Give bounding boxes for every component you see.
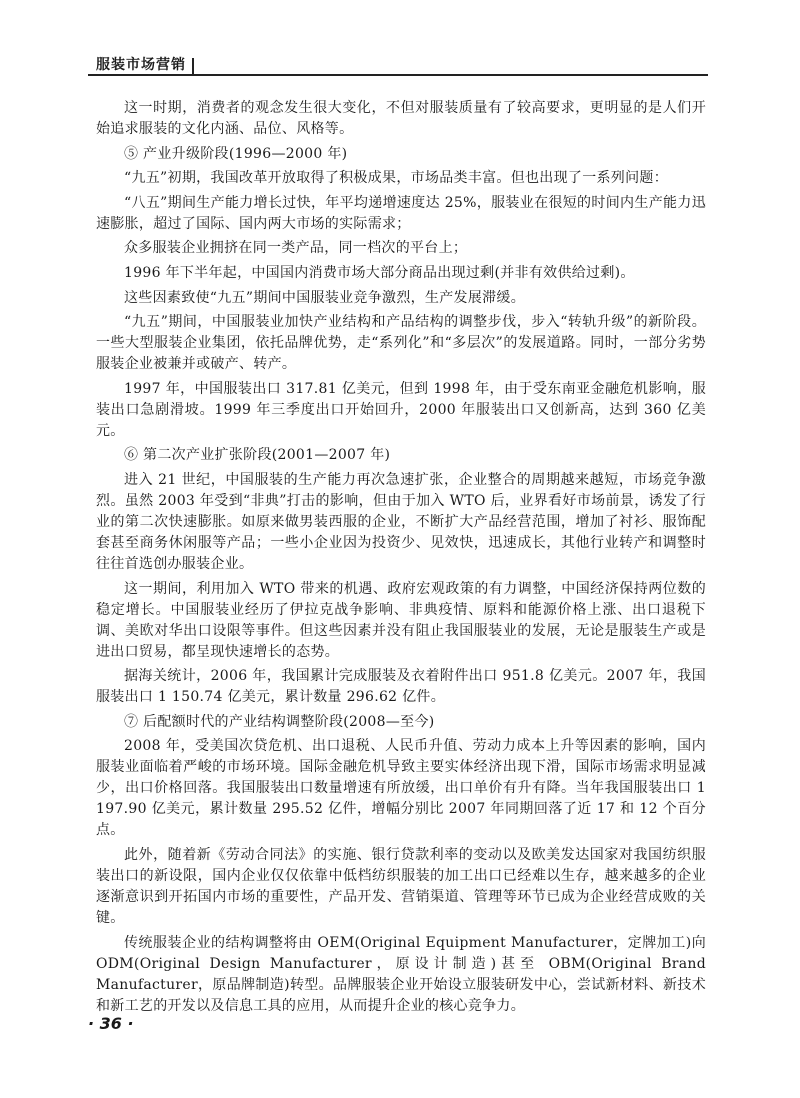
paragraph: 众多服装企业拥挤在同一类产品，同一档次的平台上； <box>124 240 468 257</box>
paragraph: 2008 年，受美国次贷危机、出口退税、人民币升值、劳动力成本上升等因素的影响，国内服装业面临着严峻的市场环境。国际金融危机导致主要实体经济出现下滑，国际市场需求明显减少，出口价格回落。我国服装出口数量增速有所放缓，出口单价有升有降。当年我国服装出口 1 197.90 亿美元，累计数量 295.52 亿件，增幅分别比 2007 年同期回落了近 17 和 12 个百分点。 <box>96 738 706 839</box>
paragraph: 这一时期，消费者的观念发生很大变化，不但对服装质量有了较高要求，更明显的是人们开始追求服装的文化内涵、品位、风格等。 <box>96 100 706 137</box>
paragraph: 1997 年，中国服装出口 317.81 亿美元，但到 1998 年，由于受东南亚金融危机影响，服装出口急剧滑坡。1999 年三季度出口开始回升，2000 年服装出口又创新高，达到 360 亿美元。 <box>96 380 706 439</box>
paragraph: “九五”期间，中国服装业加快产业结构和产品结构的调整步伐，步入“转轨升级”的新阶段。一些大型服装企业集团，依托品牌优势，走“系列化”和“多层次”的发展道路。同时，一部分劣势服装企业被兼并或破产、转产。 <box>96 314 706 373</box>
paragraph: 1996 年下半年起，中国国内消费市场大部分商品出现过剩(并非有效供给过剩)。 <box>124 264 635 281</box>
running-header-title: 服装市场营销 <box>96 57 186 73</box>
paragraph: 这一期间，利用加入 WTO 带来的机遇、政府宏观政策的有力调整，中国经济保持两位数的稳定增长。中国服装业经历了伊拉克战争影响、非典疫情、原料和能源价格上涨、出口退税下调、美欧对华出口设限等事件。但这些因素并没有阻止我国服装业的发展，无论是服装生产或是进出口贸易，都呈现快速增长的态势。 <box>96 580 706 660</box>
paragraph: 此外，随着新《劳动合同法》的实施、银行贷款利率的变动以及欧美发达国家对我国纺织服装出口的新设限，国内企业仅仅依靠中低档纺织服装的加工出口已经难以生存，越来越多的企业逐渐意识到开拓国内市场的重要性，产品开发、营销渠道、管理等环节已成为企业经营成败的关键。 <box>96 846 706 926</box>
header-rule <box>88 74 708 76</box>
running-header <box>88 52 708 76</box>
paragraph: “九五”初期，我国改革开放取得了积极成果，市场品类丰富。但也出现了一系列问题： <box>124 170 669 187</box>
page-number: · 36 · <box>88 1014 134 1033</box>
header-divider-tick <box>192 58 194 75</box>
paragraph: 进入 21 世纪，中国服装的生产能力再次急速扩张，企业整合的周期越来越短，市场竞争激烈。虽然 2003 年受到“非典”打击的影响，但由于加入 WTO 后，业界看好市场前景，诱发了行业的第二次快速膨胀。如原来做男装西服的企业，不断扩大产品经营范围，增加了衬衫、服饰配套甚至商务休闲服等产品；一些小企业因为投资少、见效快，迅速成长，其他行业转产和调整时往往首选创办服装企业。 <box>96 471 706 572</box>
paragraph: 据海关统计，2006 年，我国累计完成服装及衣着附件出口 951.8 亿美元。2007 年，我国服装出口 1 150.74 亿美元，累计数量 296.62 亿件。 <box>96 668 706 706</box>
section-heading-6: ⑥ 第二次产业扩张阶段(2001—2007 年) <box>124 447 391 464</box>
section-heading-5: ⑤ 产业升级阶段(1996—2000 年) <box>124 145 348 162</box>
paragraph: 传统服装企业的结构调整将由 OEM(Original Equipment Manufacturer，定牌加工)向 ODM(Original Design Manufacturer，原设计制造)甚至 OBM(Original Brand Manufacturer，原品牌制造)转型。品牌服装企业开始设立服装研发中心，尝试新材料、新技术和新工艺的开发以及信息工具的应用，从而提升企业的核心竞争力。 <box>96 934 706 1014</box>
paragraph: 这些因素致使“九五”期间中国服装业竞争激烈，生产发展滞缓。 <box>124 289 526 306</box>
section-heading-7: ⑦ 后配额时代的产业结构调整阶段(2008—至今) <box>124 713 435 730</box>
paragraph: “八五”期间生产能力增长过快，年平均递增速度达 25%，服装业在很短的时间内生产能力迅速膨胀，超过了国际、国内两大市场的实际需求； <box>96 194 706 232</box>
body-text <box>96 98 706 1020</box>
